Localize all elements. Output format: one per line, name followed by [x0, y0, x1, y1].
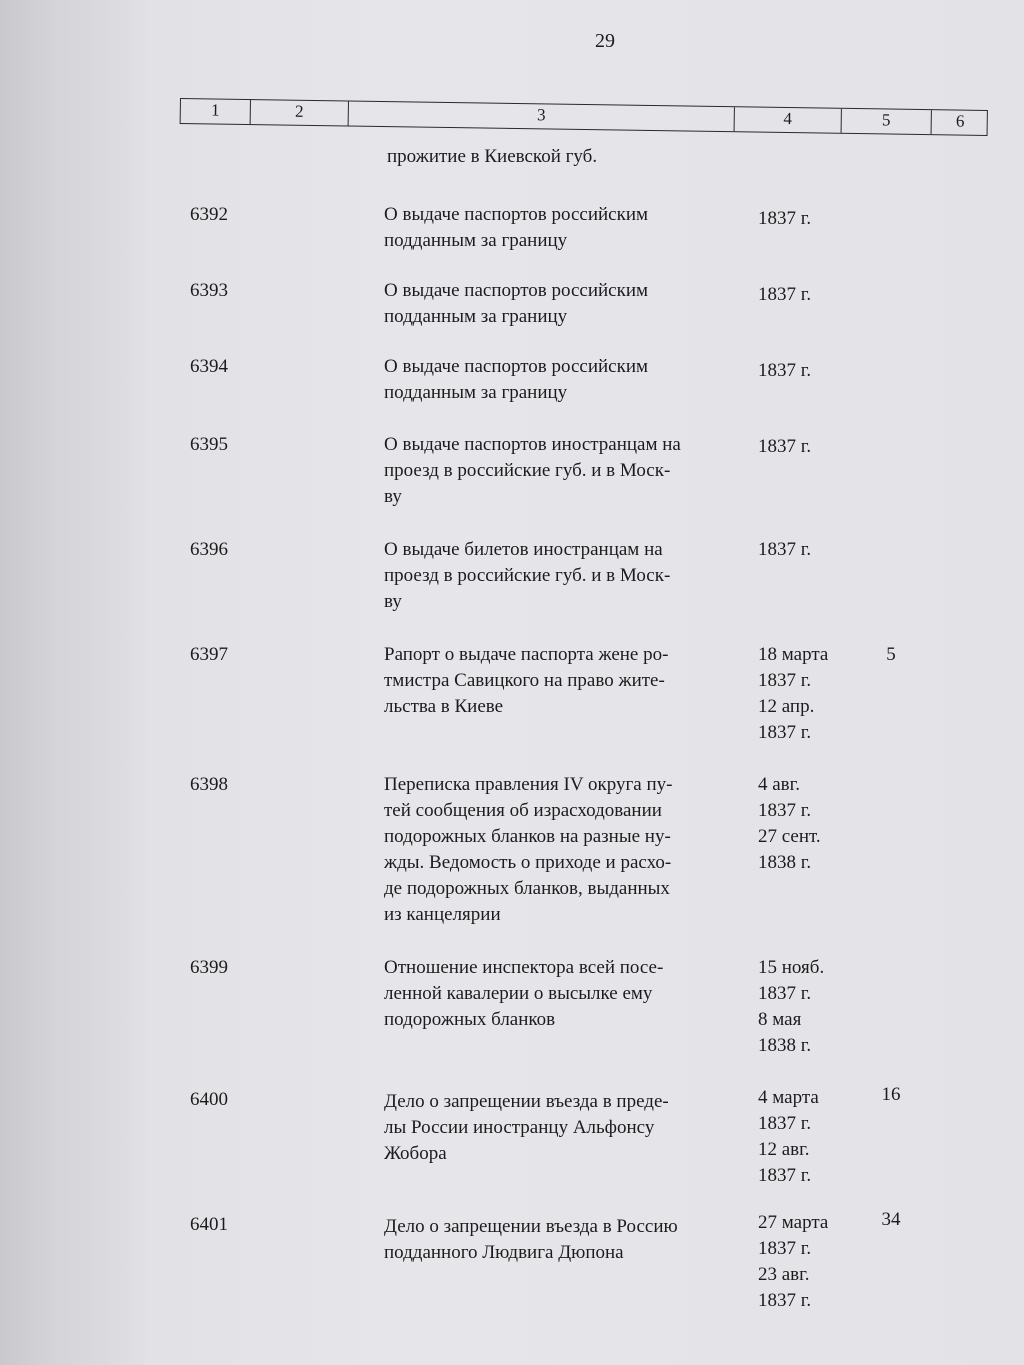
column-header-5: 5 — [842, 109, 932, 134]
entry-title: Рапорт о выдаче паспорта жене ро- тмистра Савицкого на право жите- льства в Киеве — [384, 644, 669, 717]
book-spine-shadow — [0, 0, 150, 1365]
column-header-6: 6 — [955, 111, 965, 131]
entry-dates: 1837 г. — [758, 208, 812, 229]
entry-dates: 4 марта 1837 г. 12 авг. 1837 г. — [758, 1087, 819, 1186]
entry-number: 6395 — [190, 434, 228, 455]
entry-title: О выдаче паспортов российским подданным за границу — [384, 280, 649, 327]
entry-title: Дело о запрещении въезда в Россию подданного Людвига Дюпона — [384, 1216, 678, 1263]
entry-dates: 1837 г. — [758, 539, 812, 560]
entry-dates: 1837 г. — [758, 360, 812, 381]
entry-number: 6400 — [190, 1089, 228, 1110]
entry-title: Отношение инспектора всей посе- ленной кавалерии о высылке ему подорожных бланков — [384, 957, 664, 1030]
entry-dates: 4 авг. 1837 г. 27 сент. 1838 г. — [758, 774, 821, 873]
column-header-3: 3 — [349, 102, 735, 132]
entry-dates: 27 марта 1837 г. 23 авг. 1837 г. — [758, 1212, 829, 1311]
entry-dates: 1837 г. — [758, 284, 812, 305]
entry-dates: 15 нояб. 1837 г. 8 мая 1838 г. — [758, 957, 825, 1056]
entry-title: О выдаче паспортов российским подданным за границу — [384, 204, 649, 251]
column-header-4: 4 — [735, 107, 842, 133]
entry-title: О выдаче билетов иностранцам на проезд в российские губ. и в Моск- ву — [384, 539, 671, 612]
column-header-1: 1 — [181, 99, 251, 124]
entry-number: 6393 — [190, 280, 228, 301]
column-header-row — [180, 98, 988, 136]
entry-dates: 1837 г. — [758, 436, 812, 457]
entry-number: 6394 — [190, 356, 228, 377]
entry-number: 6398 — [190, 774, 228, 795]
entry-sheets: 34 — [881, 1209, 901, 1230]
entry-title: О выдаче паспортов иностранцам на проезд в российские губ. и в Моск- ву — [384, 434, 681, 507]
entry-sheets: 5 — [886, 644, 896, 665]
entry-title: Дело о запрещении въезда в преде- лы России иностранцу Альфонсу Жобора — [384, 1091, 669, 1164]
entry-title: О выдаче паспортов российским подданным за границу — [384, 356, 649, 403]
entry-dates: 18 марта 1837 г. 12 апр. 1837 г. — [758, 644, 829, 743]
entry-number: 6397 — [190, 644, 228, 665]
entry-sheets: 16 — [881, 1084, 901, 1105]
entry-number: 6396 — [190, 539, 228, 560]
entry-number: 6392 — [190, 204, 228, 225]
page-number: 29 — [595, 30, 615, 52]
column-header-2: 2 — [251, 100, 349, 125]
entry-number: 6401 — [190, 1214, 228, 1235]
continued-title-text: прожитие в Киевской губ. — [387, 146, 598, 167]
entry-number: 6399 — [190, 957, 228, 978]
entry-title: Переписка правления IV округа пу- тей сообщения об израсходовании подорожных бланков на разные ну- жды. Ведомость о приходе и расхо- де подорожных бланков, выданных из канцелярии — [384, 774, 673, 925]
